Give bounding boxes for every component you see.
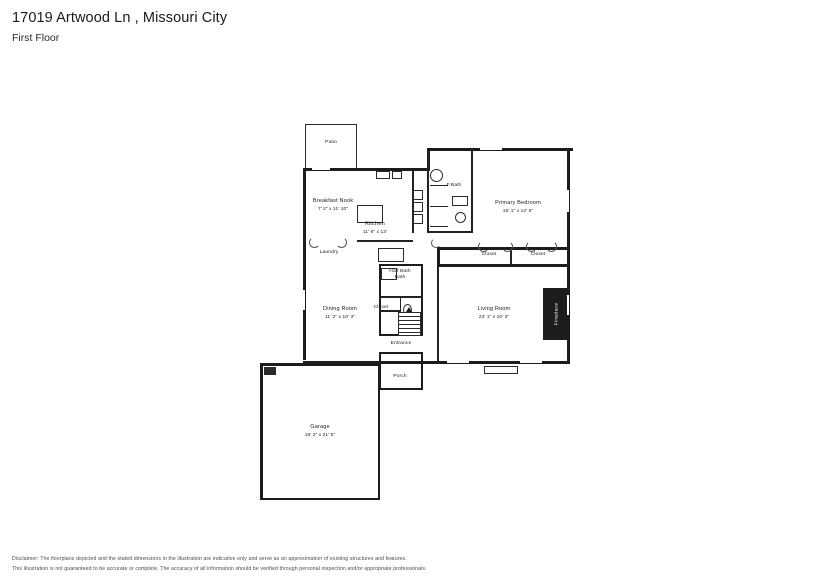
door-arc-icon (478, 241, 489, 252)
counter-fixture (392, 171, 402, 179)
floor-subtitle: First Floor (12, 32, 60, 44)
room-label-living-room: Living Room 23' 1" x 10' 3" (477, 306, 511, 320)
wall-garage-left (260, 363, 263, 500)
wall (305, 124, 357, 125)
fireplace (543, 288, 570, 340)
wall-interior (437, 267, 439, 361)
dining-table-fixture (378, 248, 404, 262)
door-arc-icon (431, 238, 441, 248)
disclaimer-line-1: Disclaimer: The floorplans depicted and the stated dimensions in the illustration are indicative only and serve as an approximation of existing structures and features. (12, 556, 407, 562)
room-label-closet-3: Closet (373, 305, 389, 310)
room-label-kitchen: Kitchen 11' 6" x 13' (362, 221, 388, 235)
stair-step (398, 324, 421, 325)
room-label-patio: Patio (325, 140, 337, 145)
wall-porch-bottom (379, 388, 423, 390)
disclaimer (12, 555, 712, 575)
wall-garage-bottom (260, 498, 380, 501)
sink-fixture (376, 171, 390, 179)
wall-interior (430, 226, 448, 227)
room-label-primary-bedroom: Primary Bedroom 15' 1" x 12' 6" (495, 200, 541, 214)
door-arc-icon (336, 237, 347, 248)
window (567, 190, 569, 212)
wall-porch-right (421, 352, 423, 390)
stair-step (398, 332, 421, 333)
room-label-garage: Garage 18' 2" x 21' 5" (304, 424, 336, 438)
room-label-porch: Porch (393, 374, 407, 379)
stairs-direction-arrow-icon (406, 307, 412, 312)
room-label-f-bath: F.Bath (446, 183, 462, 188)
wall-garage-right (378, 363, 381, 500)
room-label-breakfast-nook: Breakfast Nook 7' 2" x 11' 10" (312, 198, 354, 212)
furniture-fixture (484, 366, 518, 374)
door-arc-icon (309, 237, 320, 248)
room-label-entrance: Entrance (390, 341, 412, 346)
toilet-icon (455, 212, 466, 223)
fireplace-label: Fireplace (554, 302, 559, 326)
wall (427, 148, 473, 151)
wall-garage-top (260, 363, 380, 366)
wall (437, 247, 440, 267)
window (567, 295, 569, 315)
room-label-dining-room: Dining Room 11' 2" x 10' 3" (323, 306, 357, 320)
stair-step (398, 316, 421, 317)
wall-interior (427, 151, 429, 233)
window (312, 168, 330, 170)
room-label-closet-1: Closet (481, 252, 497, 257)
room-label-closet-2: Closet (530, 252, 546, 257)
wall-interior (427, 231, 473, 233)
page-title: 17019 Artwood Ln , Missouri City (12, 10, 228, 26)
stair-step (398, 328, 421, 329)
window (480, 148, 502, 150)
window (447, 361, 469, 363)
wall-interior (357, 240, 413, 242)
stair-step (398, 320, 421, 321)
room-label-laundry: Laundry (319, 250, 339, 255)
wall-closet-band-bottom (437, 264, 570, 267)
tub-fixture (452, 196, 468, 206)
door-arc-icon (502, 241, 513, 252)
cooktop-icon (430, 169, 443, 182)
window (520, 361, 542, 363)
appliance-fixture (413, 190, 423, 200)
wall (379, 264, 423, 266)
wall-porch-top (379, 352, 423, 354)
garage-door-detail (264, 367, 276, 375)
room-label-half-bath: Half Bath Bath (389, 269, 411, 281)
disclaimer-line-2: This illustration is not guaranteed to be accurate or complete. The accuracy of all information should be verified through personal inspection and/or appropriate professionals. (12, 565, 427, 572)
wall-exterior-left (303, 168, 306, 360)
appliance-fixture (413, 202, 423, 212)
wall-interior (471, 151, 473, 233)
wall-interior (430, 206, 448, 207)
door-arc-icon (526, 241, 537, 252)
door-arc-icon (546, 241, 557, 252)
